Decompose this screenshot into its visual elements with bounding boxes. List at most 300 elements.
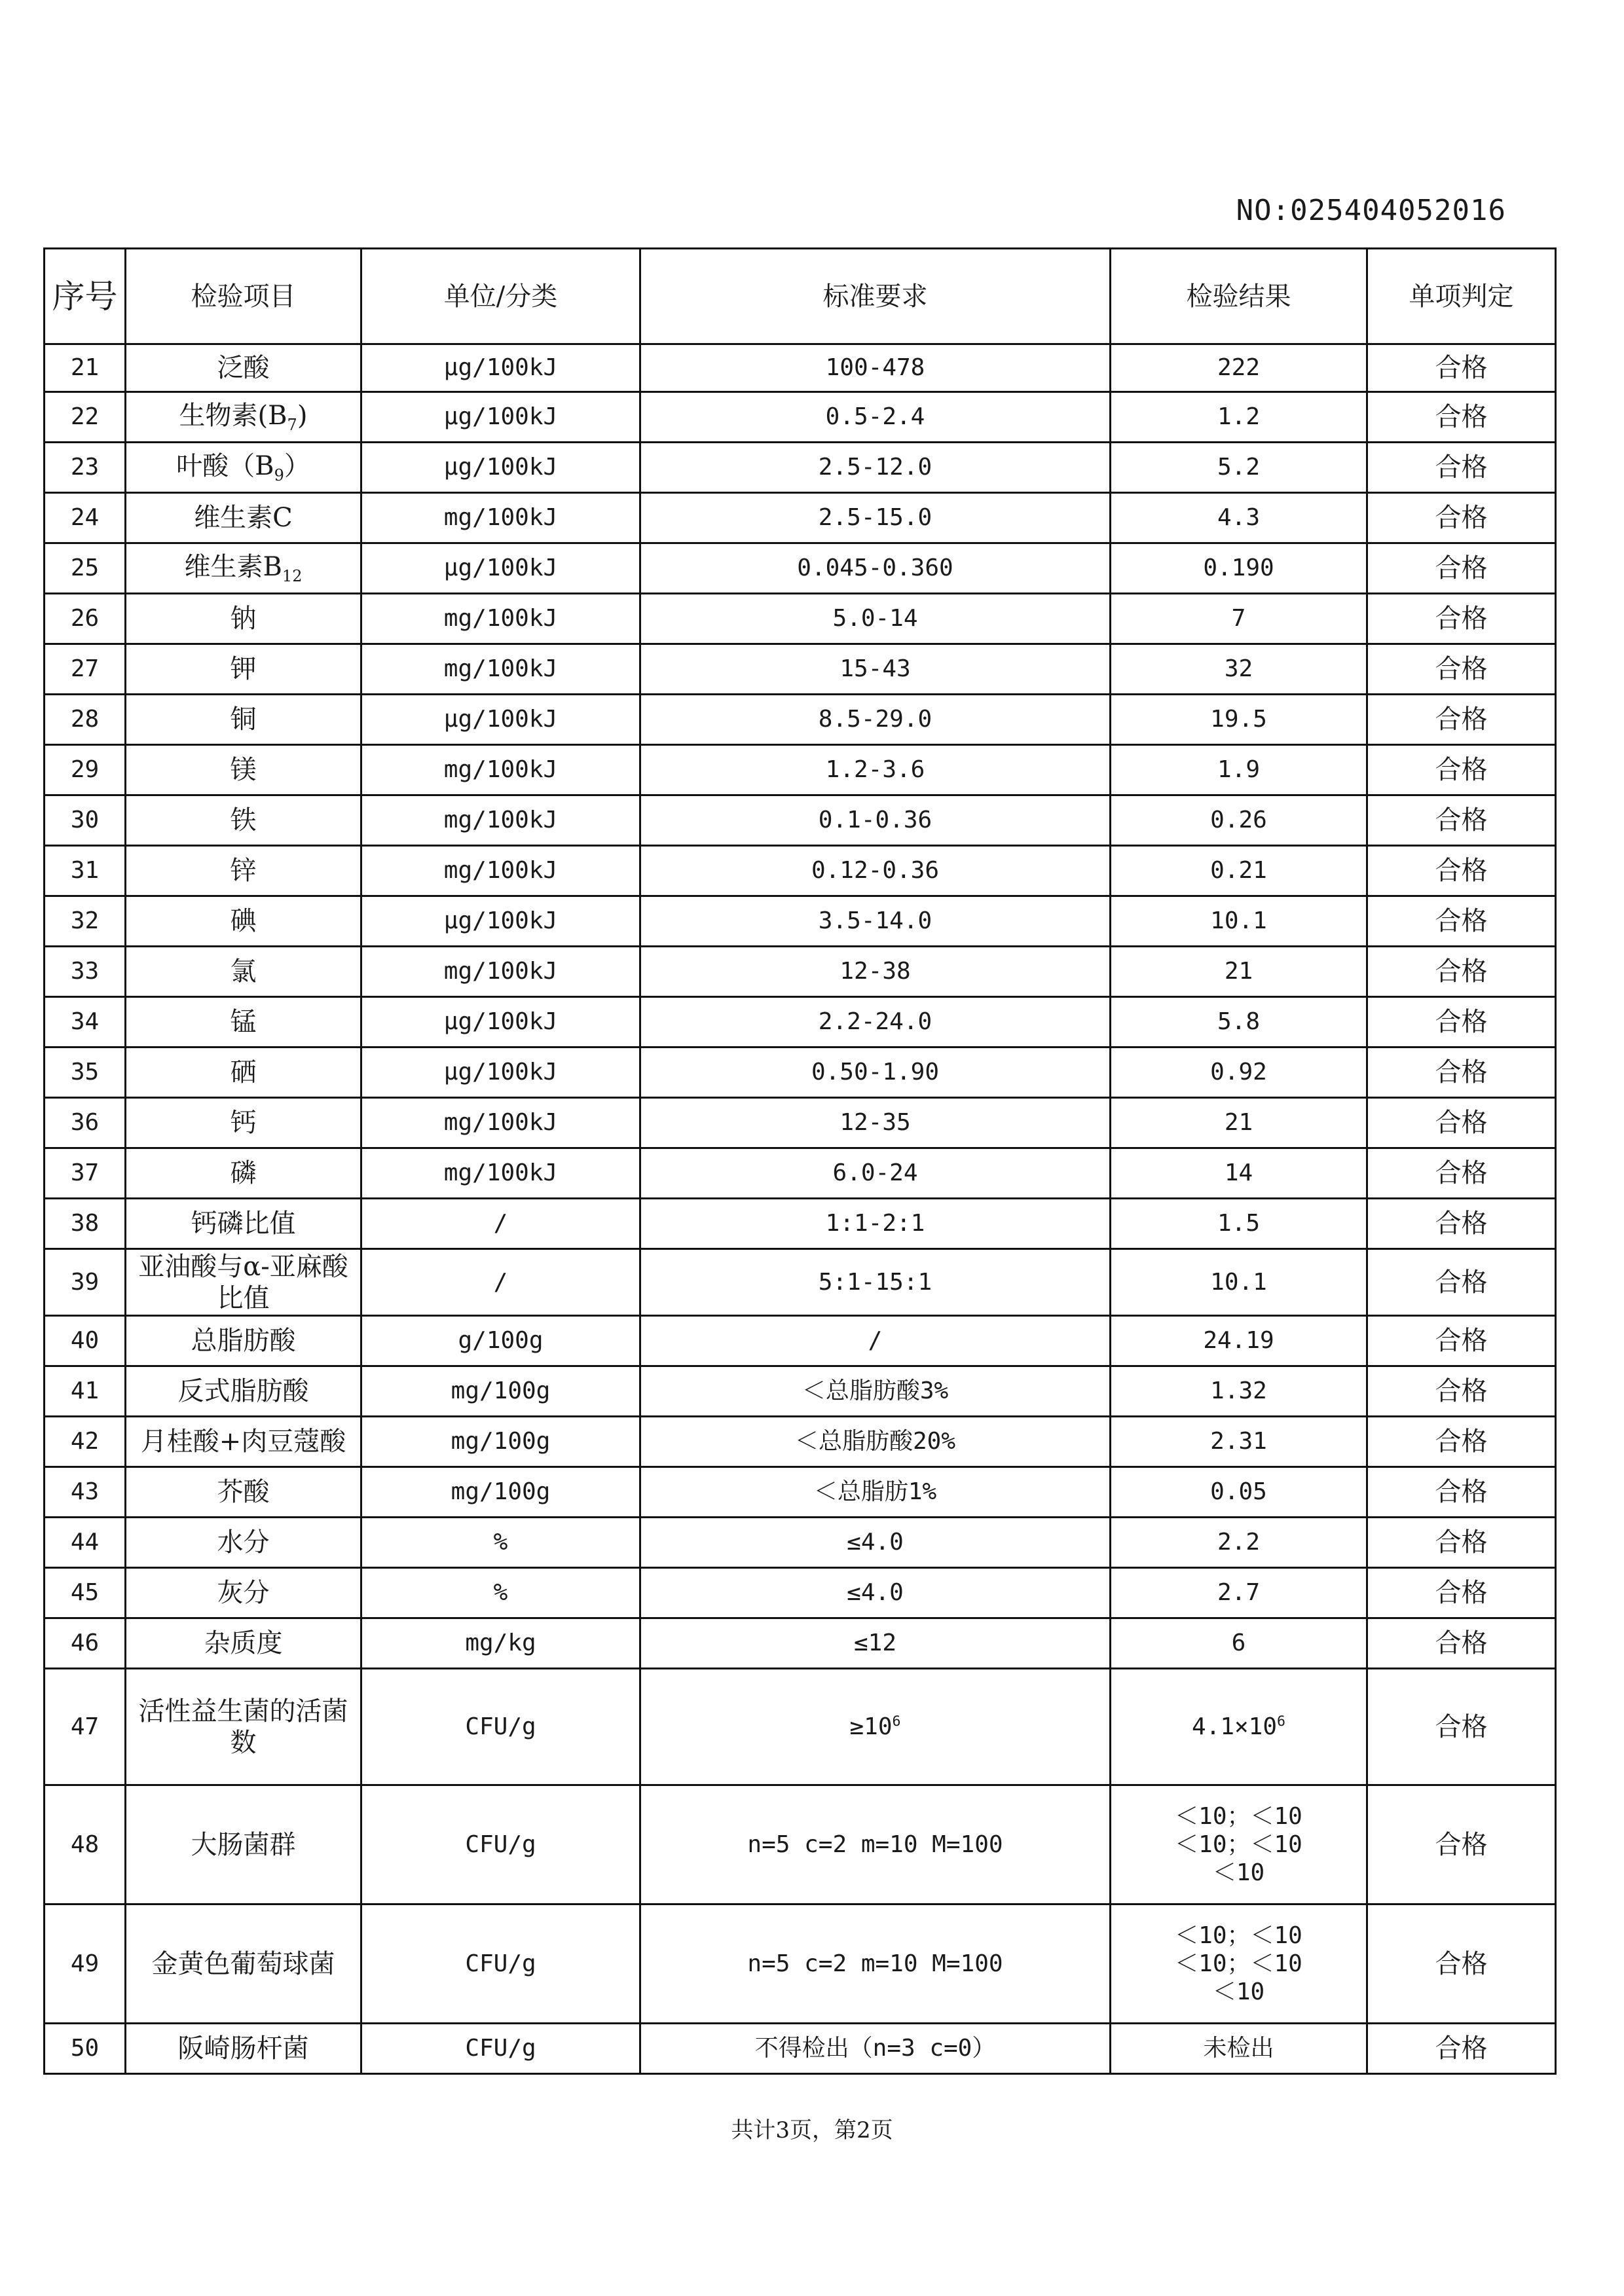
- result-line: ＜10: [1212, 1859, 1265, 1887]
- verdict-text: 合格: [1435, 856, 1488, 886]
- unit-text: μg/100kJ: [443, 706, 558, 733]
- result-line: ＜10: [1212, 1978, 1265, 2006]
- cell-seq: [45, 392, 126, 443]
- cell-unit: [361, 1199, 640, 1249]
- cell-seq: [45, 745, 126, 795]
- cell-standard: [640, 493, 1111, 543]
- cell-seq: [45, 443, 126, 493]
- unit-text: mg/100kJ: [443, 1159, 558, 1187]
- seq-text: 24: [70, 504, 100, 532]
- cell-result: [1111, 1316, 1367, 1366]
- seq-text: 35: [70, 1059, 100, 1086]
- cell-seq: [45, 947, 126, 997]
- cell-unit: [361, 1568, 640, 1618]
- cell-verdict: [1367, 695, 1556, 745]
- seq-text: 47: [70, 1713, 100, 1740]
- cell-standard: [640, 947, 1111, 997]
- standard-text: n=5 c=2 m=10 M=100: [747, 1950, 1003, 1977]
- result-text: 5.2: [1217, 454, 1261, 481]
- result-text: 14: [1224, 1159, 1253, 1187]
- unit-text: CFU/g: [465, 1713, 536, 1740]
- cell-item: [126, 695, 361, 745]
- standard-text: 5:1-15:1: [818, 1268, 932, 1296]
- table-row: [45, 543, 1556, 594]
- header-standard: 标准要求: [640, 249, 1111, 344]
- cell-verdict: [1367, 795, 1556, 846]
- cell-verdict: [1367, 1199, 1556, 1249]
- cell-result: [1111, 846, 1367, 896]
- seq-text: 34: [70, 1008, 100, 1036]
- header-result: 检验结果: [1111, 249, 1367, 344]
- cell-seq: [45, 1249, 126, 1316]
- cell-standard: [640, 1366, 1111, 1417]
- cell-item: [126, 543, 361, 594]
- cell-item: [126, 1148, 361, 1199]
- seq-text: 46: [70, 1630, 100, 1657]
- cell-standard: [640, 1316, 1111, 1366]
- standard-text: 3.5-14.0: [818, 907, 932, 935]
- cell-seq: [45, 846, 126, 896]
- seq-text: 25: [70, 555, 100, 582]
- seq-text: 41: [70, 1377, 100, 1405]
- cell-standard: [640, 1148, 1111, 1199]
- result-text: 7: [1231, 605, 1246, 632]
- table-row: [45, 392, 1556, 443]
- standard-text: 8.5-29.0: [818, 706, 932, 733]
- verdict-text: 合格: [1435, 604, 1488, 634]
- seq-text: 45: [70, 1579, 100, 1607]
- item-text: 大肠菌群: [191, 1829, 296, 1860]
- page-footer: 共计3页，第2页: [731, 2117, 893, 2143]
- cell-seq: [45, 896, 126, 947]
- result-line: ＜10；＜10: [1175, 1831, 1302, 1858]
- cell-seq: [45, 344, 126, 392]
- seq-text: 43: [70, 1478, 100, 1506]
- item-text: 活性益生菌的活菌数: [138, 1696, 348, 1758]
- cell-verdict: [1367, 1785, 1556, 1904]
- result-text: 5.8: [1217, 1008, 1261, 1036]
- standard-text: ≥10: [849, 1713, 893, 1740]
- cell-item: [126, 1518, 361, 1568]
- item-text: 杂质度: [204, 1628, 283, 1658]
- verdict-text: 合格: [1435, 353, 1488, 383]
- item-text: 镁: [230, 755, 257, 785]
- result-text: 10.1: [1210, 1268, 1267, 1296]
- table-row: [45, 2024, 1556, 2074]
- item-tail: ): [297, 400, 308, 431]
- item-text: 维生素B: [184, 551, 282, 582]
- result-text: 4.3: [1217, 504, 1261, 532]
- standard-text: ≤4.0: [847, 1579, 904, 1607]
- seq-text: 50: [70, 2035, 100, 2062]
- item-text: 生物素(B: [179, 400, 287, 431]
- table-row: [45, 1904, 1556, 2024]
- standard-text: 2.5-15.0: [818, 504, 932, 532]
- result-text: 0.05: [1210, 1478, 1267, 1506]
- table-row: [45, 1249, 1556, 1316]
- cell-standard: [640, 1417, 1111, 1467]
- standard-text: 2.2-24.0: [818, 1008, 932, 1036]
- cell-unit: [361, 344, 640, 392]
- table-row: [45, 1518, 1556, 1568]
- cell-result: [1111, 644, 1367, 695]
- cell-item: [126, 846, 361, 896]
- cell-unit: [361, 594, 640, 644]
- seq-text: 40: [70, 1327, 100, 1355]
- cell-verdict: [1367, 1669, 1556, 1785]
- cell-standard: [640, 543, 1111, 594]
- result-text: 24.19: [1203, 1327, 1274, 1355]
- document-number: NO:025404052016: [1236, 194, 1506, 227]
- item-text: 总脂肪酸: [191, 1326, 296, 1356]
- cell-result: [1111, 997, 1367, 1048]
- cell-standard: [640, 896, 1111, 947]
- seq-text: 37: [70, 1159, 100, 1187]
- cell-verdict: [1367, 1417, 1556, 1467]
- cell-standard: [640, 1904, 1111, 2024]
- cell-verdict: [1367, 1467, 1556, 1518]
- unit-text: mg/kg: [465, 1630, 536, 1657]
- table-row: [45, 1618, 1556, 1669]
- table-row: [45, 1316, 1556, 1366]
- standard-text: n=5 c=2 m=10 M=100: [747, 1831, 1003, 1858]
- cell-seq: [45, 795, 126, 846]
- table-row: [45, 443, 1556, 493]
- cell-standard: [640, 1048, 1111, 1098]
- item-tail: ）: [284, 450, 310, 481]
- cell-verdict: [1367, 896, 1556, 947]
- cell-verdict: [1367, 1148, 1556, 1199]
- item-subscript: 12: [282, 566, 303, 585]
- unit-text: μg/100kJ: [443, 907, 558, 935]
- standard-text: 2.5-12.0: [818, 454, 932, 481]
- verdict-text: 合格: [1435, 1948, 1488, 1979]
- result-text: 21: [1224, 1109, 1253, 1137]
- cell-unit: [361, 1316, 640, 1366]
- cell-verdict: [1367, 745, 1556, 795]
- seq-text: 33: [70, 958, 100, 985]
- cell-item: [126, 1048, 361, 1098]
- result-text: 1.32: [1210, 1377, 1267, 1405]
- item-subscript: 7: [287, 415, 297, 434]
- cell-seq: [45, 594, 126, 644]
- unit-text: μg/100kJ: [443, 354, 558, 382]
- cell-item: [126, 1568, 361, 1618]
- verdict-text: 合格: [1435, 1108, 1488, 1138]
- cell-result: [1111, 1098, 1367, 1148]
- unit-text: CFU/g: [465, 2035, 536, 2062]
- result-text: 0.92: [1210, 1059, 1267, 1086]
- result-text: 21: [1224, 958, 1253, 985]
- seq-text: 21: [70, 354, 100, 382]
- cell-verdict: [1367, 2024, 1556, 2074]
- item-text: 磷: [230, 1158, 257, 1188]
- seq-text: 39: [70, 1268, 100, 1296]
- header-verdict: 单项判定: [1367, 249, 1556, 344]
- verdict-text: 合格: [1435, 805, 1488, 835]
- seq-text: 26: [70, 605, 100, 632]
- result-text: 32: [1224, 655, 1253, 683]
- seq-text: 42: [70, 1428, 100, 1455]
- verdict-text: 合格: [1435, 1628, 1488, 1658]
- item-text: 硒: [230, 1057, 257, 1087]
- cell-result: [1111, 1785, 1367, 1904]
- cell-verdict: [1367, 443, 1556, 493]
- cell-seq: [45, 695, 126, 745]
- cell-item: [126, 1098, 361, 1148]
- standard-text: /: [868, 1327, 883, 1355]
- cell-seq: [45, 2024, 126, 2074]
- verdict-text: 合格: [1435, 1527, 1488, 1558]
- cell-unit: [361, 795, 640, 846]
- cell-standard: [640, 997, 1111, 1048]
- table-row: [45, 997, 1556, 1048]
- verdict-text: 合格: [1435, 1326, 1488, 1356]
- cell-standard: [640, 1199, 1111, 1249]
- cell-unit: [361, 1904, 640, 2024]
- cell-unit: [361, 695, 640, 745]
- cell-unit: [361, 1366, 640, 1417]
- unit-text: μg/100kJ: [443, 1008, 558, 1036]
- cell-verdict: [1367, 1316, 1556, 1366]
- table-row: [45, 1366, 1556, 1417]
- cell-unit: [361, 1148, 640, 1199]
- verdict-text: 合格: [1435, 654, 1488, 684]
- table-row: [45, 947, 1556, 997]
- cell-seq: [45, 1199, 126, 1249]
- cell-item: [126, 1669, 361, 1785]
- seq-text: 44: [70, 1529, 100, 1556]
- cell-verdict: [1367, 1518, 1556, 1568]
- result-text: 2.31: [1210, 1428, 1267, 1455]
- cell-verdict: [1367, 997, 1556, 1048]
- cell-seq: [45, 1904, 126, 2024]
- result-text: 未检出: [1203, 2035, 1274, 2062]
- cell-verdict: [1367, 846, 1556, 896]
- cell-item: [126, 644, 361, 695]
- cell-verdict: [1367, 947, 1556, 997]
- seq-text: 49: [70, 1950, 100, 1977]
- item-text: 钠: [230, 604, 257, 634]
- cell-seq: [45, 493, 126, 543]
- cell-verdict: [1367, 392, 1556, 443]
- unit-text: mg/100g: [451, 1478, 551, 1506]
- standard-text: 6.0-24: [832, 1159, 918, 1187]
- cell-seq: [45, 1618, 126, 1669]
- verdict-text: 合格: [1435, 1209, 1488, 1239]
- unit-text: mg/100kJ: [443, 1109, 558, 1137]
- table-row: [45, 594, 1556, 644]
- table-row: [45, 846, 1556, 896]
- cell-verdict: [1367, 644, 1556, 695]
- cell-item: [126, 1249, 361, 1316]
- cell-standard: [640, 2024, 1111, 2074]
- cell-result: [1111, 1366, 1367, 1417]
- table-row: [45, 644, 1556, 695]
- cell-unit: [361, 392, 640, 443]
- cell-item: [126, 594, 361, 644]
- table-row: [45, 1669, 1556, 1785]
- cell-result: [1111, 392, 1367, 443]
- cell-item: [126, 1316, 361, 1366]
- cell-result: [1111, 1249, 1367, 1316]
- standard-superscript: 6: [892, 1713, 901, 1730]
- cell-standard: [640, 1098, 1111, 1148]
- standard-text: 12-35: [840, 1109, 911, 1137]
- cell-result: [1111, 1568, 1367, 1618]
- cell-standard: [640, 745, 1111, 795]
- item-subscript: 9: [274, 465, 284, 484]
- item-text: 钾: [230, 654, 257, 684]
- standard-text: ≤4.0: [847, 1529, 904, 1556]
- item-text: 月桂酸+肉豆蔻酸: [140, 1427, 346, 1457]
- result-text: 0.21: [1210, 857, 1267, 884]
- unit-text: μg/100kJ: [443, 403, 558, 431]
- unit-text: mg/100g: [451, 1377, 551, 1405]
- standard-text: 0.1-0.36: [818, 807, 932, 834]
- cell-standard: [640, 1785, 1111, 1904]
- unit-text: %: [493, 1529, 508, 1556]
- cell-result: [1111, 1904, 1367, 2024]
- unit-text: mg/100kJ: [443, 605, 558, 632]
- result-text: 10.1: [1210, 907, 1267, 935]
- standard-text: 100-478: [825, 354, 925, 382]
- cell-item: [126, 1199, 361, 1249]
- standard-text: 不得检出（n=3 c=0）: [754, 2035, 996, 2062]
- cell-item: [126, 1785, 361, 1904]
- result-text: 1.9: [1217, 756, 1261, 784]
- item-text: 钙: [230, 1108, 257, 1138]
- cell-standard: [640, 1249, 1111, 1316]
- standard-text: ＜总脂肪酸20%: [794, 1428, 956, 1455]
- standard-text: 15-43: [840, 655, 911, 683]
- cell-standard: [640, 695, 1111, 745]
- table-row: [45, 493, 1556, 543]
- item-text: 金黄色葡萄球菌: [151, 1948, 335, 1979]
- cell-result: [1111, 493, 1367, 543]
- cell-unit: [361, 896, 640, 947]
- table-row: [45, 344, 1556, 392]
- cell-result: [1111, 947, 1367, 997]
- cell-seq: [45, 1785, 126, 1904]
- item-text: 钙磷比值: [191, 1209, 296, 1239]
- unit-text: mg/100kJ: [443, 504, 558, 532]
- verdict-text: 合格: [1435, 755, 1488, 785]
- seq-text: 38: [70, 1210, 100, 1237]
- cell-seq: [45, 1669, 126, 1785]
- cell-unit: [361, 644, 640, 695]
- unit-text: mg/100kJ: [443, 756, 558, 784]
- item-text: 碘: [230, 906, 257, 936]
- cell-result: [1111, 1148, 1367, 1199]
- cell-item: [126, 1618, 361, 1669]
- cell-verdict: [1367, 1904, 1556, 2024]
- table-row: [45, 1098, 1556, 1148]
- standard-text: 1:1-2:1: [825, 1210, 925, 1237]
- verdict-text: 合格: [1435, 503, 1488, 533]
- unit-text: %: [493, 1579, 508, 1607]
- seq-text: 28: [70, 706, 100, 733]
- cell-seq: [45, 1518, 126, 1568]
- seq-text: 36: [70, 1109, 100, 1137]
- cell-unit: [361, 1618, 640, 1669]
- cell-result: [1111, 594, 1367, 644]
- cell-result: [1111, 1199, 1367, 1249]
- unit-text: CFU/g: [465, 1831, 536, 1858]
- standard-text: 0.12-0.36: [811, 857, 940, 884]
- item-text: 水分: [217, 1527, 270, 1558]
- cell-standard: [640, 594, 1111, 644]
- table-row: [45, 695, 1556, 745]
- item-text: 铜: [230, 704, 257, 735]
- item-text: 泛酸: [217, 353, 270, 383]
- cell-verdict: [1367, 1048, 1556, 1098]
- result-line: ＜10；＜10: [1175, 1802, 1302, 1830]
- cell-result: [1111, 896, 1367, 947]
- cell-result: [1111, 543, 1367, 594]
- standard-text: ＜总脂肪酸3%: [802, 1377, 949, 1405]
- cell-seq: [45, 644, 126, 695]
- standard-text: 0.5-2.4: [825, 403, 925, 431]
- standard-text: 12-38: [840, 958, 911, 985]
- item-text: 锌: [230, 856, 257, 886]
- unit-text: mg/100kJ: [443, 807, 558, 834]
- cell-seq: [45, 1098, 126, 1148]
- cell-verdict: [1367, 594, 1556, 644]
- cell-unit: [361, 443, 640, 493]
- cell-verdict: [1367, 1249, 1556, 1316]
- verdict-text: 合格: [1435, 1057, 1488, 1087]
- verdict-text: 合格: [1435, 452, 1488, 483]
- verdict-text: 合格: [1435, 402, 1488, 432]
- cell-standard: [640, 795, 1111, 846]
- standard-text: 1.2-3.6: [825, 756, 925, 784]
- item-text: 叶酸（B: [176, 450, 274, 481]
- header-seq: 序号: [45, 249, 126, 344]
- cell-result: [1111, 745, 1367, 795]
- cell-verdict: [1367, 1098, 1556, 1148]
- result-text: 2.2: [1217, 1529, 1261, 1556]
- verdict-text: 合格: [1435, 957, 1488, 987]
- cell-item: [126, 947, 361, 997]
- cell-standard: [640, 1518, 1111, 1568]
- inspection-table: [43, 247, 1557, 2075]
- result-line: ＜10；＜10: [1175, 1922, 1302, 1949]
- table-row: [45, 1199, 1556, 1249]
- cell-result: [1111, 1467, 1367, 1518]
- cell-verdict: [1367, 543, 1556, 594]
- unit-text: g/100g: [458, 1327, 544, 1355]
- cell-item: [126, 1417, 361, 1467]
- cell-unit: [361, 543, 640, 594]
- cell-unit: [361, 1518, 640, 1568]
- result-line: ＜10；＜10: [1175, 1950, 1302, 1977]
- cell-unit: [361, 2024, 640, 2074]
- header-unit: 单位/分类: [361, 249, 640, 344]
- verdict-text: 合格: [1435, 1477, 1488, 1507]
- result-superscript: 6: [1277, 1713, 1286, 1730]
- cell-result: [1111, 2024, 1367, 2074]
- table-row: [45, 1417, 1556, 1467]
- cell-standard: [640, 344, 1111, 392]
- cell-result: [1111, 795, 1367, 846]
- cell-item: [126, 392, 361, 443]
- result-text: 1.2: [1217, 403, 1261, 431]
- unit-text: μg/100kJ: [443, 454, 558, 481]
- unit-text: /: [493, 1268, 508, 1296]
- item-text: 铁: [230, 805, 257, 835]
- verdict-text: 合格: [1435, 1376, 1488, 1406]
